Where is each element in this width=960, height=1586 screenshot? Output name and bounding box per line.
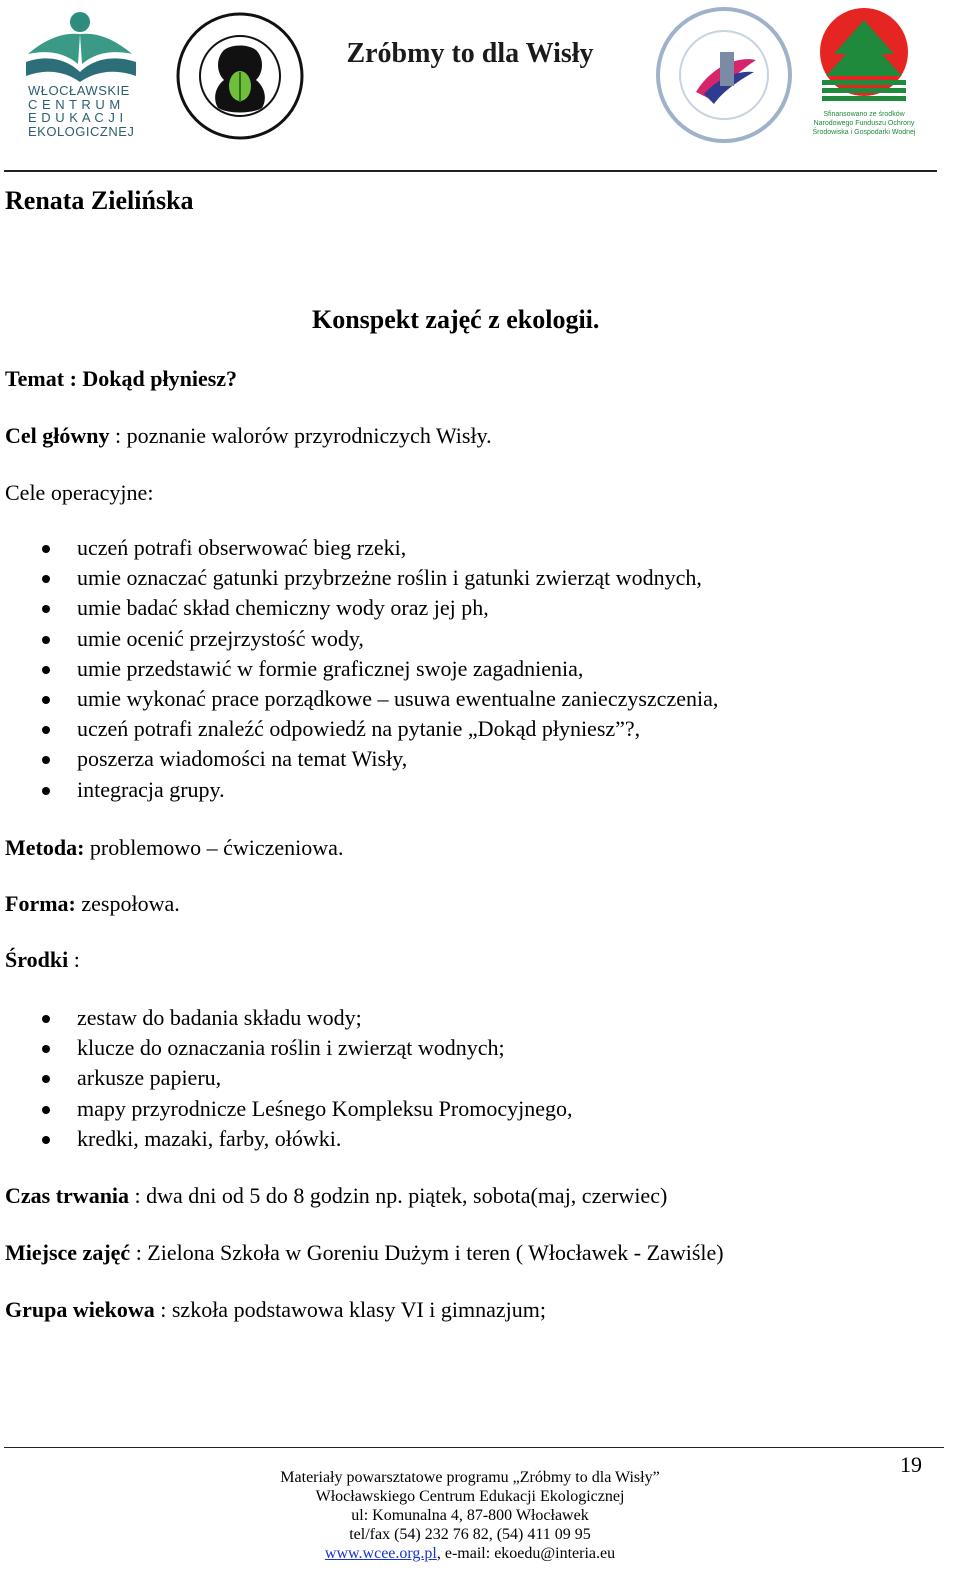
list-item-text: umie badać skład chemiczny wody oraz jej ph, (77, 595, 489, 621)
operational-goals-label: Cele operacyjne: (5, 480, 154, 505)
list-item (0, 775, 718, 805)
bullet-icon (42, 726, 50, 734)
age-group-label: Grupa wiekowa (5, 1297, 155, 1322)
wcee-logo-line: WŁOCŁAWSKIE (28, 83, 130, 98)
age-group-line (5, 1297, 546, 1323)
bullet-icon (42, 545, 50, 553)
list-item (0, 624, 718, 654)
list-item-text: klucze do oznaczania roślin i zwierząt wodnych; (77, 1035, 505, 1061)
resources-list (0, 1003, 572, 1154)
list-item-text: kredki, mazaki, farby, ołówki. (77, 1125, 342, 1151)
czp-lodz-logo (652, 6, 796, 144)
document-title: Konspekt zajęć z ekologii. (312, 305, 600, 334)
list-item (0, 684, 718, 714)
main-goal-label: Cel główny (5, 423, 110, 448)
form-label: Forma: (5, 891, 76, 916)
list-item (0, 593, 718, 623)
bullet-icon (42, 1106, 50, 1114)
program-title: Zróbmy to dla Wisły (346, 38, 594, 69)
duration-text: : dwa dni od 5 do 8 godzin np. piątek, sobota(maj, czerwiec) (129, 1183, 668, 1208)
list-item-text: mapy przyrodnicze Leśnego Kompleksu Promocyjnego, (77, 1095, 573, 1121)
wcee-logo (22, 10, 142, 142)
nfosigw-caption-line: Środowiska i Gospodarki Wodnej (812, 129, 916, 136)
wcee-leaf-icon (22, 10, 142, 90)
bullet-icon (42, 1015, 50, 1023)
page-number: 19 (900, 1452, 922, 1477)
bullet-icon (42, 756, 50, 764)
list-item-text: poszerza wiadomości na temat Wisły, (77, 746, 408, 772)
nfosigw-caption-line: Narodowego Funduszu Ochrony (813, 120, 915, 127)
operational-goals-list (0, 533, 718, 805)
author-name: Renata Zielińska (5, 186, 194, 215)
list-item-text: umie ocenić przejrzystość wody, (77, 625, 364, 651)
wcee-logo-line: C E N T R U M (28, 96, 121, 112)
bullet-icon (42, 1075, 50, 1083)
list-item (0, 714, 718, 744)
place-label: Miejsce zajęć (5, 1240, 131, 1265)
list-item-text: umie przedstawić w formie graficznej swoje zagadnienia, (77, 655, 584, 681)
footer-line: ul: Komunalna 4, 87-800 Włocławek (351, 1507, 589, 1524)
list-item-text: umie oznaczać gatunki przybrzeżne roślin i gatunki zwierząt wodnych, (77, 565, 702, 591)
bullet-icon (42, 1045, 50, 1053)
list-item-text: integracja grupy. (77, 776, 225, 802)
list-item (0, 1003, 572, 1033)
rcee-plock-logo (172, 10, 308, 142)
bullet-icon (42, 696, 50, 704)
list-item-text: zestaw do badania składu wody; (77, 1005, 362, 1030)
form-text: zespołowa. (75, 891, 180, 916)
list-item (0, 744, 718, 774)
topic-line (5, 366, 237, 392)
footer-line: Włocławskiego Centrum Edukacji Ekologicznej (315, 1488, 625, 1505)
list-item (0, 1094, 572, 1124)
bullet-icon (42, 666, 50, 674)
list-item-text: umie wykonać prace porządkowe – usuwa ewentualne zanieczyszczenia, (77, 685, 719, 711)
age-group-text: : szkoła podstawowa klasy VI i gimnazjum; (154, 1297, 547, 1322)
place-text: : Zielona Szkoła w Goreniu Dużym i teren ( Włocławek - Zawiśle) (130, 1240, 724, 1265)
list-item-text: arkusze papieru, (77, 1065, 222, 1091)
duration-line (5, 1183, 667, 1209)
footer-line: Materiały powarsztatowe programu „Zróbmy to dla Wisły” (280, 1469, 660, 1486)
website-link[interactable]: www.wcee.org.pl (324, 1545, 437, 1562)
list-item (0, 1124, 572, 1154)
bullet-icon (42, 605, 50, 613)
method-line (5, 835, 343, 861)
list-item (0, 654, 718, 684)
list-item (0, 533, 718, 563)
main-goal-text: : poznanie walorów przyrodniczych Wisły. (109, 423, 492, 448)
footer (240, 1468, 700, 1563)
method-label: Metoda: (5, 835, 85, 860)
list-item (0, 1063, 572, 1093)
footer-divider (4, 1447, 944, 1448)
list-item (0, 1033, 572, 1063)
form-line (5, 891, 180, 917)
nfosigw-caption-line: Sfinansowano ze środków (823, 111, 905, 118)
operational-goals-heading (5, 480, 153, 506)
list-item-text: uczeń potrafi znaleźć odpowiedź na pytanie „Dokąd płyniesz”?, (77, 716, 641, 742)
bullet-icon (42, 1136, 50, 1144)
resources-suffix: : (68, 947, 80, 972)
footer-line: tel/fax (54) 232 76 82, (54) 411 09 95 (349, 1526, 591, 1543)
footer-email: , e-mail: ekoedu@interia.eu (436, 1545, 616, 1562)
bullet-icon (42, 787, 50, 795)
wcee-logo-line: E D U K A C J I (28, 110, 124, 125)
bullet-icon (42, 636, 50, 644)
footer-contact-line (240, 1544, 700, 1563)
header-divider (4, 170, 937, 172)
list-item-text: uczeń potrafi obserwować bieg rzeki, (77, 535, 407, 560)
nfosigw-logo (812, 6, 916, 144)
place-line (5, 1240, 724, 1266)
wcee-logo-line: EKOLOGICZNEJ (28, 123, 135, 139)
resources-heading (5, 947, 80, 973)
duration-label: Czas trwania (5, 1183, 130, 1208)
method-text: problemowo – ćwiczeniowa. (84, 835, 344, 860)
main-goal-line (5, 423, 492, 449)
list-item (0, 563, 718, 593)
bullet-icon (42, 575, 50, 583)
resources-label: Środki (5, 947, 69, 972)
topic-label: Temat : Dokąd płyniesz? (5, 366, 238, 391)
